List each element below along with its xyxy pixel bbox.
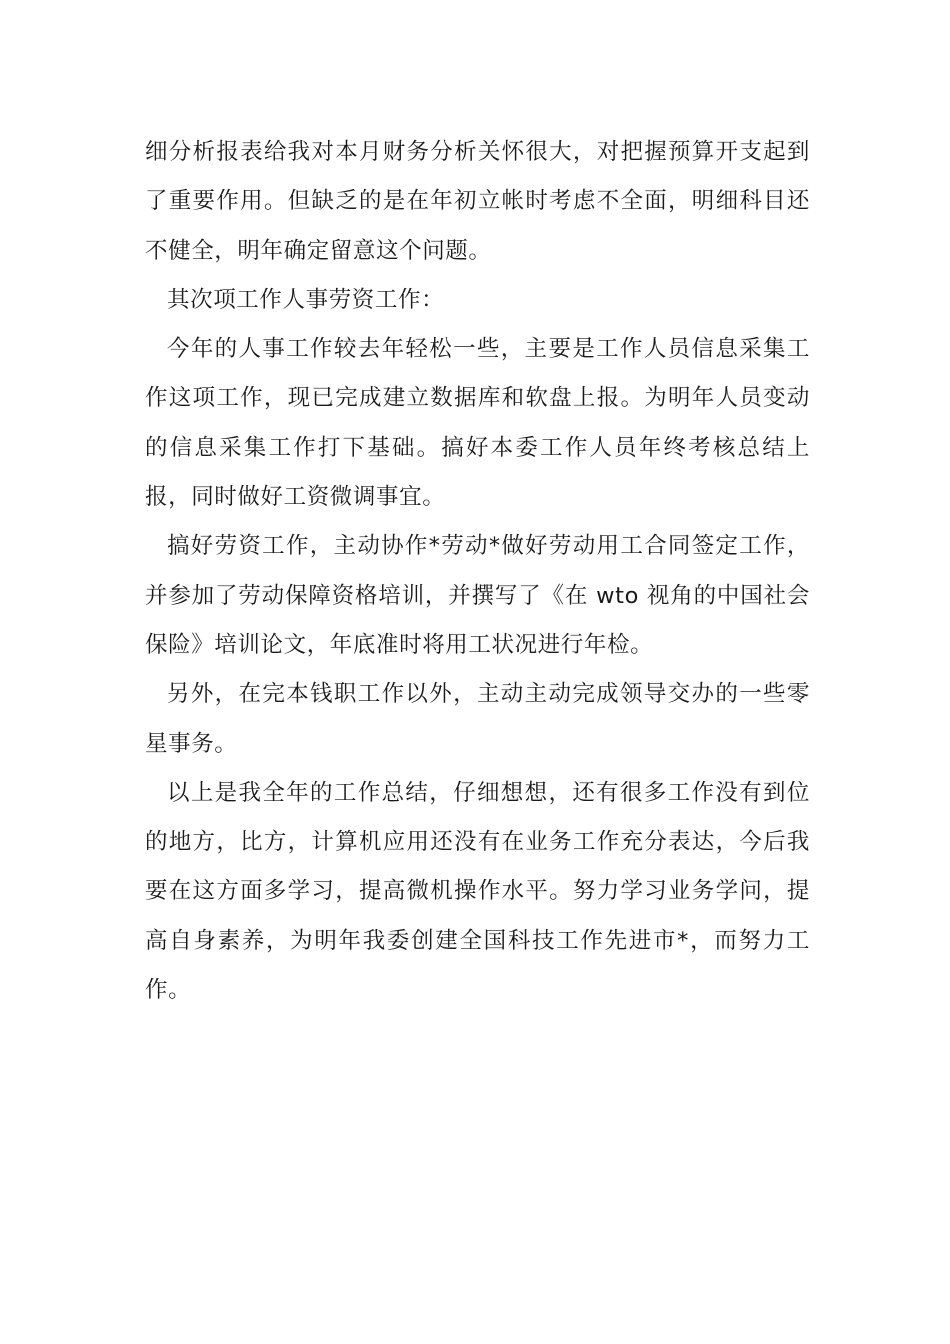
paragraph-labor-work: 搞好劳资工作，主动协作*劳动*做好劳动用工合同签定工作，并参加了劳动保障资格培训，并撰写了《在 wto 视角的中国社会保险》培训论文，年底准时将用工状况进行年检。 xyxy=(145,533,810,658)
paragraph-hr-work: 今年的人事工作较去年轻松一些，主要是工作人员信息采集工作这项工作，现已完成建立数据库和软盘上报。为明年人员变动的信息采集工作打下基础。搞好本委工作人员年终考核总结上报，同时做好工资微调事宜。 xyxy=(145,336,810,511)
paragraph-hr-heading: 其次项工作人事劳资工作： xyxy=(167,286,445,313)
paragraph-summary: 以上是我全年的工作总结，仔细想想，还有很多工作没有到位的地方，比方，计算机应用还没有在业务工作充分表达，今后我要在这方面多学习，提高微机操作水平。努力学习业务学问，提高自身素养，为明年我委创建全国科技工作先进市*，而努力工作。 xyxy=(145,779,810,1004)
document-body xyxy=(145,128,810,1015)
paragraph-budget-analysis: 细分析报表给我对本月财务分析关怀很大，对把握预算开支起到了重要作用。但缺乏的是在年初立帐时考虑不全面，明细科目还不健全，明年确定留意这个问题。 xyxy=(145,139,810,264)
paragraph-other-tasks: 另外，在完本钱职工作以外，主动主动完成领导交办的一些零星事务。 xyxy=(145,681,810,757)
